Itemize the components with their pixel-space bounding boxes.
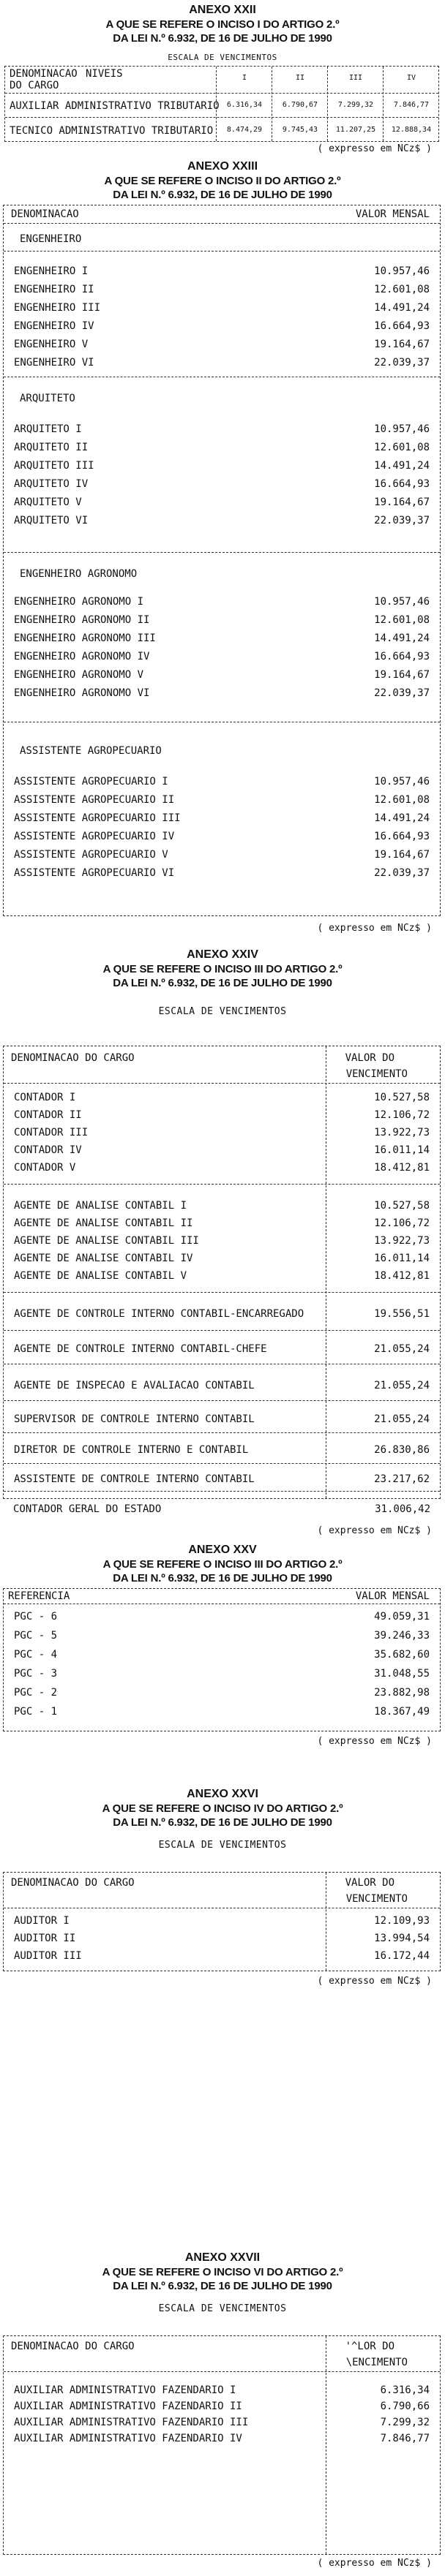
annex-23-line3: DA LEI N.º 6.932, DE 16 DE JULHO DE 1990 bbox=[113, 189, 332, 201]
annex-23 bbox=[0, 159, 445, 939]
annex-27 bbox=[0, 2251, 445, 2576]
annex-26-table: DENOMINACAO DO CARGO VALOR DO VENCIMENTO AUDITOR I 12.109,93 AUDITOR II 13.994,54 AUDITOR III 16.172,44 bbox=[3, 1872, 441, 1971]
annex-25-title: ANEXO XXV bbox=[188, 1544, 257, 1556]
annex-22 bbox=[0, 3, 445, 156]
annex-22-title: ANEXO XXII bbox=[189, 4, 256, 16]
annex-27-subtitle: ESCALA DE VENCIMENTOS bbox=[158, 2303, 287, 2314]
annex-24-title: ANEXO XXIV bbox=[187, 948, 258, 961]
annex-22-level-2: II bbox=[295, 74, 305, 82]
annex-23-col-right: VALOR MENSAL bbox=[355, 208, 430, 220]
annex-22-row-1-v1: 6.316,34 bbox=[226, 101, 263, 109]
annex-26-col-left: DENOMINACAO DO CARGO bbox=[11, 1877, 135, 1889]
annex-25-table: REFERENCIA VALOR MENSAL PGC - 6 49.059,31 PGC - 5 39.246,33 PGC - 4 35.682,60 PGC - 3 31.048,55 PGC - 2 23.882,98 PGC - 1 18.367,49 bbox=[3, 1588, 441, 1731]
annex-27-col-right-2: \ENCIMENTO bbox=[345, 2357, 408, 2368]
annex-27-note: ( expresso em NCz$ ) bbox=[317, 2558, 432, 2569]
annex-22-row-2-v1: 8.474,29 bbox=[226, 126, 263, 134]
annex-26-col-right-1: VALOR DO bbox=[345, 1877, 394, 1889]
annex-26 bbox=[0, 1787, 445, 1999]
annex-25-col-right: VALOR MENSAL bbox=[355, 1590, 430, 1602]
annex-24-col-right-2: VENCIMENTO bbox=[345, 1068, 408, 1080]
annex-24-subtitle: ESCALA DE VENCIMENTOS bbox=[158, 1006, 287, 1017]
annex-27-header bbox=[0, 2251, 445, 2293]
annex-22-row-2-v3: 11.207,25 bbox=[335, 126, 376, 134]
annex-24-line3: DA LEI N.º 6.932, DE 16 DE JULHO DE 1990 bbox=[113, 977, 332, 989]
annex-27-line3: DA LEI N.º 6.932, DE 16 DE JULHO DE 1990 bbox=[113, 2280, 332, 2292]
annex-23-line2: A QUE SE REFERE O INCISO II DO ARTIGO 2.º bbox=[104, 175, 341, 187]
annex-22-level-3: III bbox=[348, 74, 363, 82]
annex-22-row-1-v3: 7.299,32 bbox=[337, 101, 374, 109]
annex-26-header bbox=[0, 1787, 445, 1829]
annex-24-col-right-1: VALOR DO bbox=[345, 1052, 394, 1064]
annex-26-col-right-2: VENCIMENTO bbox=[345, 1893, 408, 1905]
annex-27-line2: A QUE SE REFERE O INCISO VI DO ARTIGO 2.º bbox=[102, 2266, 343, 2278]
annex-22-row-2-label: TECNICO ADMINISTRATIVO TRIBUTARIO bbox=[10, 125, 214, 137]
annex-27-col-right-1: '^LOR DO bbox=[345, 2341, 394, 2352]
annex-22-table bbox=[4, 66, 439, 142]
annex-24-col-left: DENOMINACAO DO CARGO bbox=[11, 1052, 135, 1064]
annex-22-header bbox=[0, 3, 445, 45]
annex-23-title: ANEXO XXIII bbox=[187, 160, 258, 173]
annex-24-header bbox=[0, 948, 445, 990]
annex-22-row-1-v2: 6.790,67 bbox=[282, 101, 318, 109]
annex-25-note: ( expresso em NCz$ ) bbox=[317, 1736, 432, 1747]
annex-26-title: ANEXO XXVI bbox=[187, 1788, 258, 1800]
annex-27-table: DENOMINACAO DO CARGO '^LOR DO \ENCIMENTO AUXILIAR ADMINISTRATIVO FAZENDARIO I 6.316,34 AUXILIAR ADMINISTRATIVO FAZENDARIO II 6.790,66 AUXILIAR ADMINISTRATIVO FAZENDARIO III 7.299,32 AUXILIAR ADMINISTRATIVO FAZENDARIO IV 7.846,77 bbox=[3, 2335, 441, 2555]
annex-23-table: DENOMINACAO VALOR MENSAL ENGENHEIRO ENGENHEIRO I 10.957,46 ENGENHEIRO II 12.601,08 ENGENHEIRO III 14.491,24 ENGENHEIRO IV 16.664,93 ENGENHEIRO V 19.164,67 ENGENHEIRO VI 22.039,37 ARQUITETO ARQUITETO I 10.957,46 ARQUITETO II 12.601,08 ARQUITETO III 14.491,24 ARQUITETO IV 16.664,93 ARQUITETO V 19.164,67 ARQUITETO VI 22.039,37 ENGENHEIRO AGRONOMO ENGENHEIRO AGRONOMO I 10.957,46 ENGENHEIRO AGRONOMO II 12.601,08 ENGENHEIRO AGRONOMO III 14.491,24 ENGENHEIRO AGRONOMO IV 16.664,93 ENGENHEIRO AGRONOMO V 19.164,67 ENGENHEIRO AGRONOMO VI 22.039,37 ASSISTENTE AGROPECUARIO ASSISTENTE AGROPECUARIO I 10.957,46 ASSISTENTE AGROPECUARIO II 12.601,08 ASSISTENTE AGROPECUARIO III 14.491,24 ASSISTENTE AGROPECUARIO IV 16.664,93 ASSISTENTE AGROPECUARIO V 19.164,67 ASSISTENTE AGROPECUARIO VI 22.039,37 bbox=[3, 205, 441, 916]
annex-22-line3: DA LEI N.º 6.932, DE 16 DE JULHO DE 1990 bbox=[113, 32, 332, 45]
annex-23-note: ( expresso em NCz$ ) bbox=[317, 923, 432, 934]
annex-23-header bbox=[0, 159, 445, 202]
annex-22-col-niveis: NIVEIS bbox=[86, 68, 123, 80]
annex-26-subtitle: ESCALA DE VENCIMENTOS bbox=[158, 1840, 287, 1851]
annex-22-level-1: I bbox=[242, 74, 247, 82]
annex-22-col-do-cargo: DO CARGO bbox=[10, 80, 59, 91]
annex-22-col-denominacao: DENOMINACAO bbox=[10, 68, 78, 80]
annex-22-subtitle: ESCALA DE VENCIMENTOS bbox=[168, 53, 277, 62]
annex-26-line3: DA LEI N.º 6.932, DE 16 DE JULHO DE 1990 bbox=[113, 1816, 332, 1829]
annex-24: ANEXO XXIV A QUE SE REFERE O INCISO III DO ARTIGO 2.º DA LEI N.º 6.932, DE 16 DE JULHO DE 1990 ESCALA DE VENCIMENTOS DENOMINACAO DO CARGO VALOR DO VENCIMENTO CONTADOR I 10.527,58 CONTADOR II 12.106,72 CONTADOR III 13.922,73 CONTADOR IV 16.011,14 CONTADOR V 18.412,81 AGENTE DE ANALISE CONTABIL I 10.527,58 AGENTE DE ANALISE CONTABIL II 12.106,72 AGENTE DE ANALISE CONTABIL III 13.922,73 AGENTE DE ANALISE CONTABIL IV 16.011,14 AGENTE DE ANALISE CONTABIL V 18.412,81 AGENTE DE CONTROLE INTERNO CONTABIL-ENCARREGADO 19.556,51 AGENTE DE CONTROLE INTERNO CONTABIL-CHEFE 21.055,24 AGENTE DE INSPECAO E AVALIACAO CONTABIL 21.055,24 SUPERVISOR DE CONTROLE INTERNO CONTABIL 21.055,24 DIRETOR DE CONTROLE INTERNO E CONTABIL 26.830,86 ASSISTENTE DE CONTROLE INTERNO CONTABIL 23.217,62 CONTADOR GERAL DO ESTADO 31.006,42 ( expresso em NCz$ ) bbox=[0, 948, 445, 1515]
annex-22-row-2-v2: 9.745,43 bbox=[282, 126, 318, 134]
annex-26-line2: A QUE SE REFERE O INCISO IV DO ARTIGO 2.º bbox=[102, 1802, 343, 1815]
annex-26-note: ( expresso em NCz$ ) bbox=[317, 1976, 432, 1987]
annex-24-table: DENOMINACAO DO CARGO VALOR DO VENCIMENTO CONTADOR I 10.527,58 CONTADOR II 12.106,72 CONTADOR III 13.922,73 CONTADOR IV 16.011,14 CONTADOR V 18.412,81 AGENTE DE ANALISE CONTABIL I 10.527,58 AGENTE DE ANALISE CONTABIL II 12.106,72 AGENTE DE ANALISE CONTABIL III 13.922,73 AGENTE DE ANALISE CONTABIL IV 16.011,14 AGENTE DE ANALISE CONTABIL V 18.412,81 AGENTE DE CONTROLE INTERNO CONTABIL-ENCARREGADO 19.556,51 AGENTE DE CONTROLE INTERNO CONTABIL-CHEFE 21.055,24 AGENTE DE INSPECAO E AVALIACAO CONTABIL 21.055,24 SUPERVISOR DE CONTROLE INTERNO CONTABIL 21.055,24 DIRETOR DE CONTROLE INTERNO E CONTABIL 26.830,86 ASSISTENTE DE CONTROLE INTERNO CONTABIL 23.217,62 bbox=[3, 1046, 441, 1499]
annex-27-title: ANEXO XXVII bbox=[184, 2251, 261, 2264]
annex-22-note: ( expresso em NCz$ ) bbox=[317, 143, 432, 154]
annex-25-header bbox=[0, 1543, 445, 1585]
annex-23-col-left: DENOMINACAO bbox=[11, 208, 79, 220]
annex-25-line2: A QUE SE REFERE O INCISO III DO ARTIGO 2.º bbox=[102, 1558, 343, 1571]
annex-22-row-1-label: AUXILIAR ADMINISTRATIVO TRIBUTARIO bbox=[10, 100, 220, 112]
annex-25-col-left: REFERENCIA bbox=[8, 1590, 70, 1602]
annex-24-line2: A QUE SE REFERE O INCISO III DO ARTIGO 2.º bbox=[102, 963, 343, 975]
annex-27-col-left: DENOMINACAO DO CARGO bbox=[11, 2341, 135, 2352]
annex-22-row-1-v4: 7.846,77 bbox=[393, 101, 430, 109]
annex-25-line3: DA LEI N.º 6.932, DE 16 DE JULHO DE 1990 bbox=[113, 1572, 332, 1584]
annex-22-line2: A QUE SE REFERE O INCISO I DO ARTIGO 2.º bbox=[105, 18, 340, 31]
annex-22-level-4: IV bbox=[406, 74, 416, 82]
annex-24-note: ( expresso em NCz$ ) bbox=[317, 1525, 432, 1536]
annex-25 bbox=[0, 1543, 445, 1762]
annex-22-row-2-v4: 12.888,34 bbox=[391, 126, 432, 134]
